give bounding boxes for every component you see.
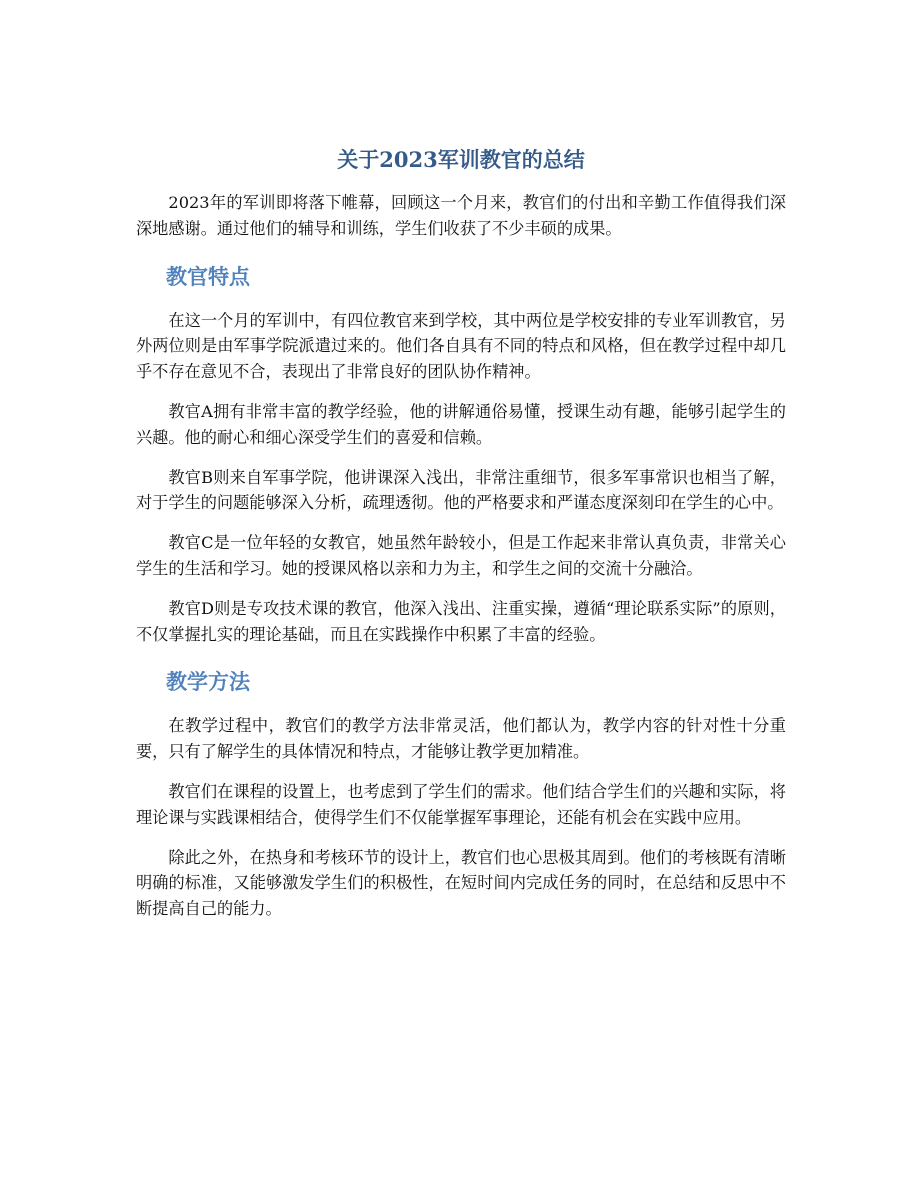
paragraph: 在这一个月的军训中，有四位教官来到学校，其中两位是学校安排的专业军训教官，另外两位则是由军事学院派遣过来的。他们各自具有不同的特点和风格，但在教学过程中却几乎不存在意见不合，表现出了非常良好的团队协作精神。 — [136, 310, 786, 382]
paragraph: 教官A拥有非常丰富的教学经验，他的讲解通俗易懂，授课生动有趣，能够引起学生的兴趣。他的耐心和细心深受学生们的喜爱和信赖。 — [136, 401, 786, 447]
document-body — [136, 144, 786, 936]
paragraph: 教官D则是专攻技术课的教官，他深入浅出、注重实操，遵循“理论联系实际”的原则，不仅掌握扎实的理论基础，而且在实践操作中积累了丰富的经验。 — [136, 598, 786, 644]
paragraph: 在教学过程中，教官们的教学方法非常灵活，他们都认为，教学内容的针对性十分重要，只有了解学生的具体情况和特点，才能够让教学更加精准。 — [136, 716, 786, 762]
paragraph: 教官C是一位年轻的女教官，她虽然年龄较小，但是工作起来非常认真负责，非常关心学生的生活和学习。她的授课风格以亲和力为主，和学生之间的交流十分融洽。 — [136, 533, 786, 578]
intro-paragraph: 2023年的军训即将落下帷幕，回顾这一个月来，教官们的付出和辛勤工作值得我们深深地感谢。通过他们的辅导和训练，学生们收获了不少丰硕的成果。 — [136, 193, 786, 238]
paragraph: 教官们在课程的设置上，也考虑到了学生们的需求。他们结合学生们的兴趣和实际，将理论课与实践课相结合，使得学生们不仅能掌握军事理论，还能有机会在实践中应用。 — [136, 781, 786, 827]
paragraph: 除此之外，在热身和考核环节的设计上，教官们也心思极其周到。他们的考核既有清晰明确的标准，又能够激发学生们的积极性，在短时间内完成任务的同时，在总结和反思中不断提高自己的能力。 — [136, 847, 786, 919]
document-title: 关于2023军训教官的总结 — [337, 147, 585, 172]
section-heading-instructor-traits: 教官特点 — [166, 264, 250, 289]
paragraph: 教官B则来自军事学院，他讲课深入浅出，非常注重细节，很多军事常识也相当了解，对于学生的问题能够深入分析，疏理透彻。他的严格要求和严谨态度深刻印在学生的心中。 — [136, 467, 786, 513]
section-heading-teaching-methods: 教学方法 — [166, 670, 250, 695]
